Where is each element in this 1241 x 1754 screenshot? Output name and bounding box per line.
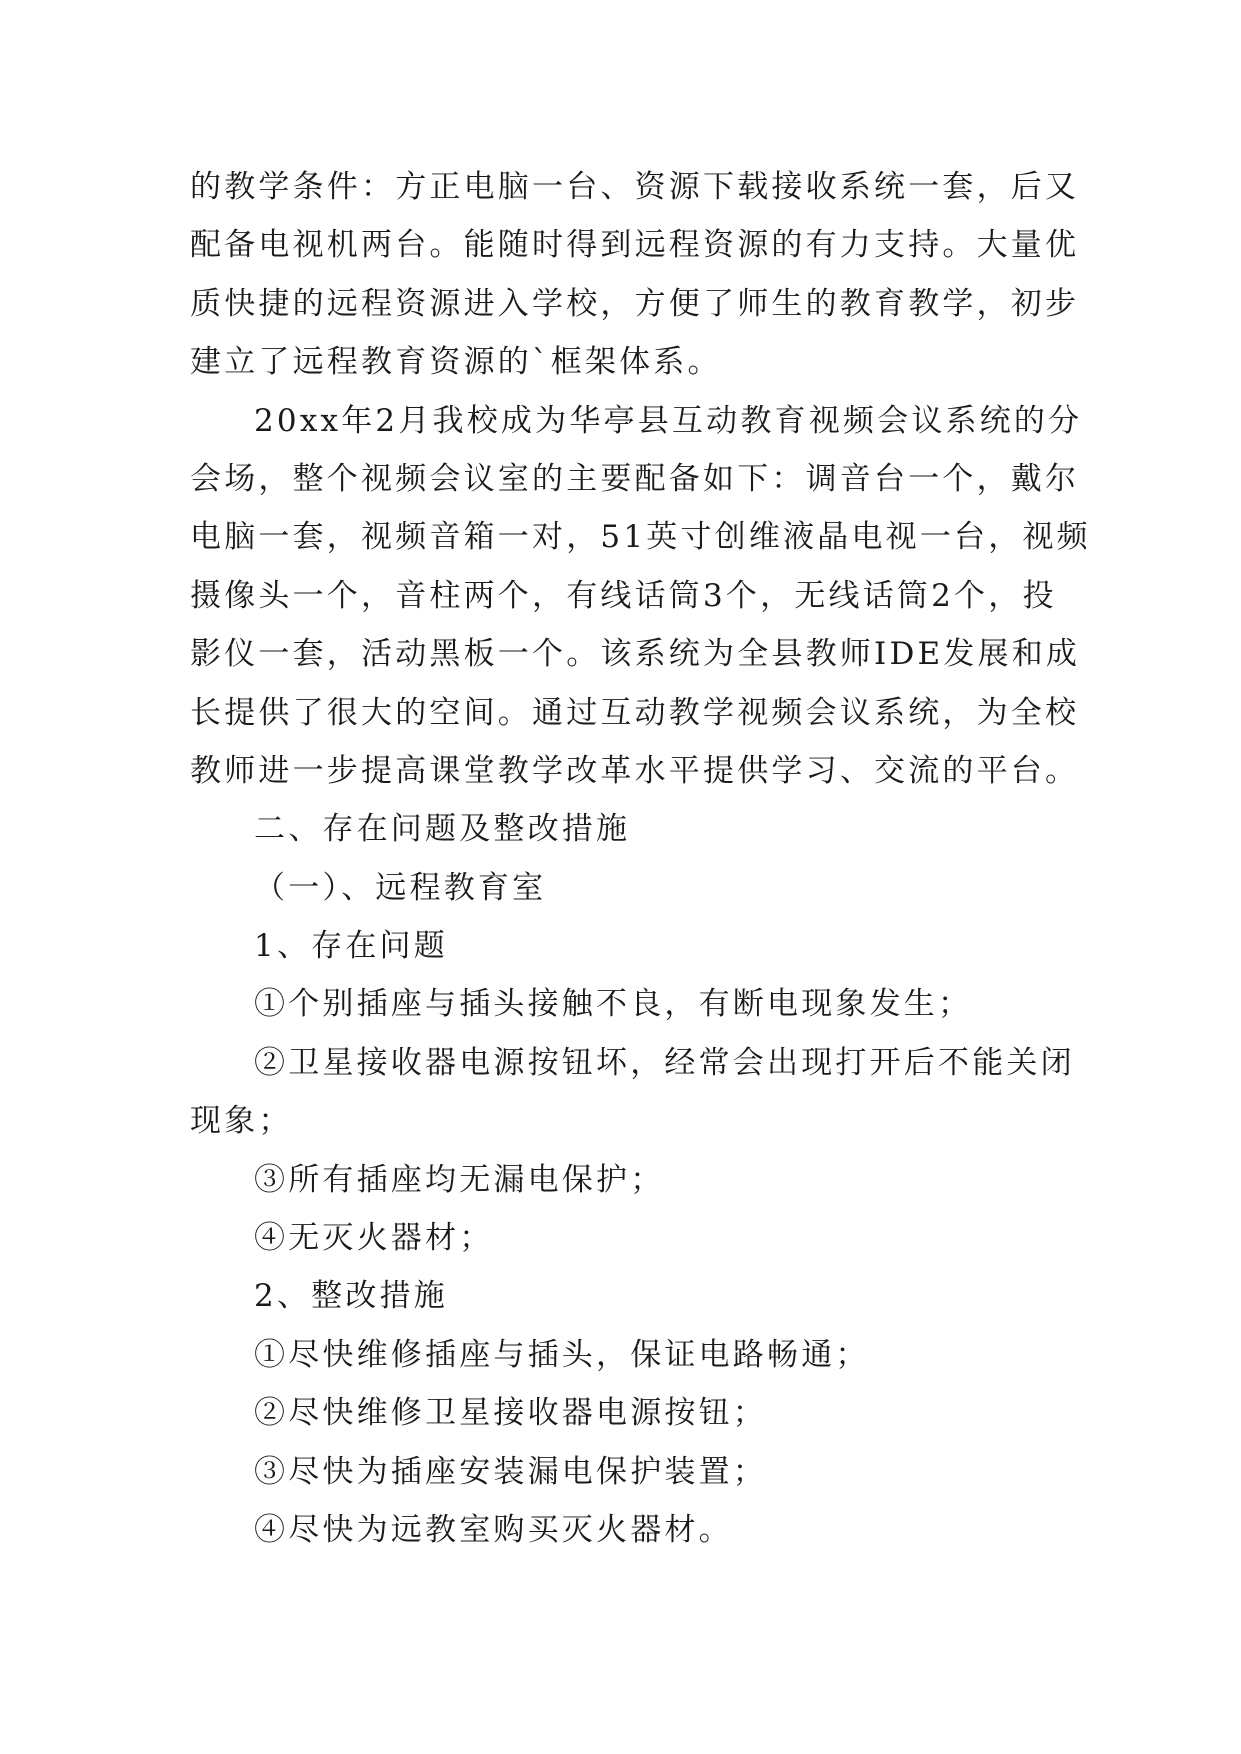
text-line: 质快捷的远程资源进入学校，方便了师生的教育教学，初步 <box>190 285 1080 322</box>
list-item: ②卫星接收器电源按钮坏，经常会出现打开后不能关闭 <box>254 1044 1075 1081</box>
section-heading: 二、存在问题及整改措施 <box>254 811 631 848</box>
text-line: 的教学条件：方正电脑一台、资源下载接收系统一套，后又 <box>190 169 1080 205</box>
list-item: ③尽快为插座安装漏电保护装置； <box>254 1453 767 1490</box>
list-item: ④无灭火器材； <box>254 1220 494 1257</box>
text-line: 摄像头一个，音柱两个，有线话筒3个，无线话筒2个，投 <box>190 577 1057 614</box>
list-heading-problems: 1、存在问题 <box>254 928 448 965</box>
text-line: 影仪一套，活动黑板一个。该系统为全县教师IDE发展和成 <box>190 636 1081 673</box>
list-item: ②尽快维修卫星接收器电源按钮； <box>254 1395 767 1432</box>
subsection-heading: （一）、远程教育室 <box>254 869 547 906</box>
list-item: ①个别插座与插头接触不良，有断电现象发生； <box>254 986 973 1023</box>
text-line: 建立了远程教育资源的`框架体系。 <box>190 344 722 381</box>
list-heading-measures: 2、整改措施 <box>254 1278 448 1315</box>
text-line: 20xx年2月我校成为华亭县互动教育视频会议系统的分 <box>254 402 1083 439</box>
text-line: 长提供了很大的空间。通过互动教学视频会议系统，为全校 <box>190 694 1080 731</box>
list-item: ①尽快维修插座与插头，保证电路畅通； <box>254 1336 870 1373</box>
text-line: 电脑一套，视频音箱一对，51英寸创维液晶电视一台，视频 <box>190 519 1091 556</box>
list-item: ③所有插座均无漏电保护； <box>254 1161 665 1198</box>
text-line: 会场，整个视频会议室的主要配备如下：调音台一个，戴尔 <box>190 460 1080 497</box>
text-line: 配备电视机两台。能随时得到远程资源的有力支持。大量优 <box>190 227 1080 264</box>
document-body <box>190 158 1091 1559</box>
list-item: ④尽快为远教室购买灭火器材。 <box>254 1511 733 1548</box>
list-item-continuation: 现象； <box>190 1103 293 1140</box>
text-line: 教师进一步提高课堂教学改革水平提供学习、交流的平台。 <box>190 752 1080 789</box>
